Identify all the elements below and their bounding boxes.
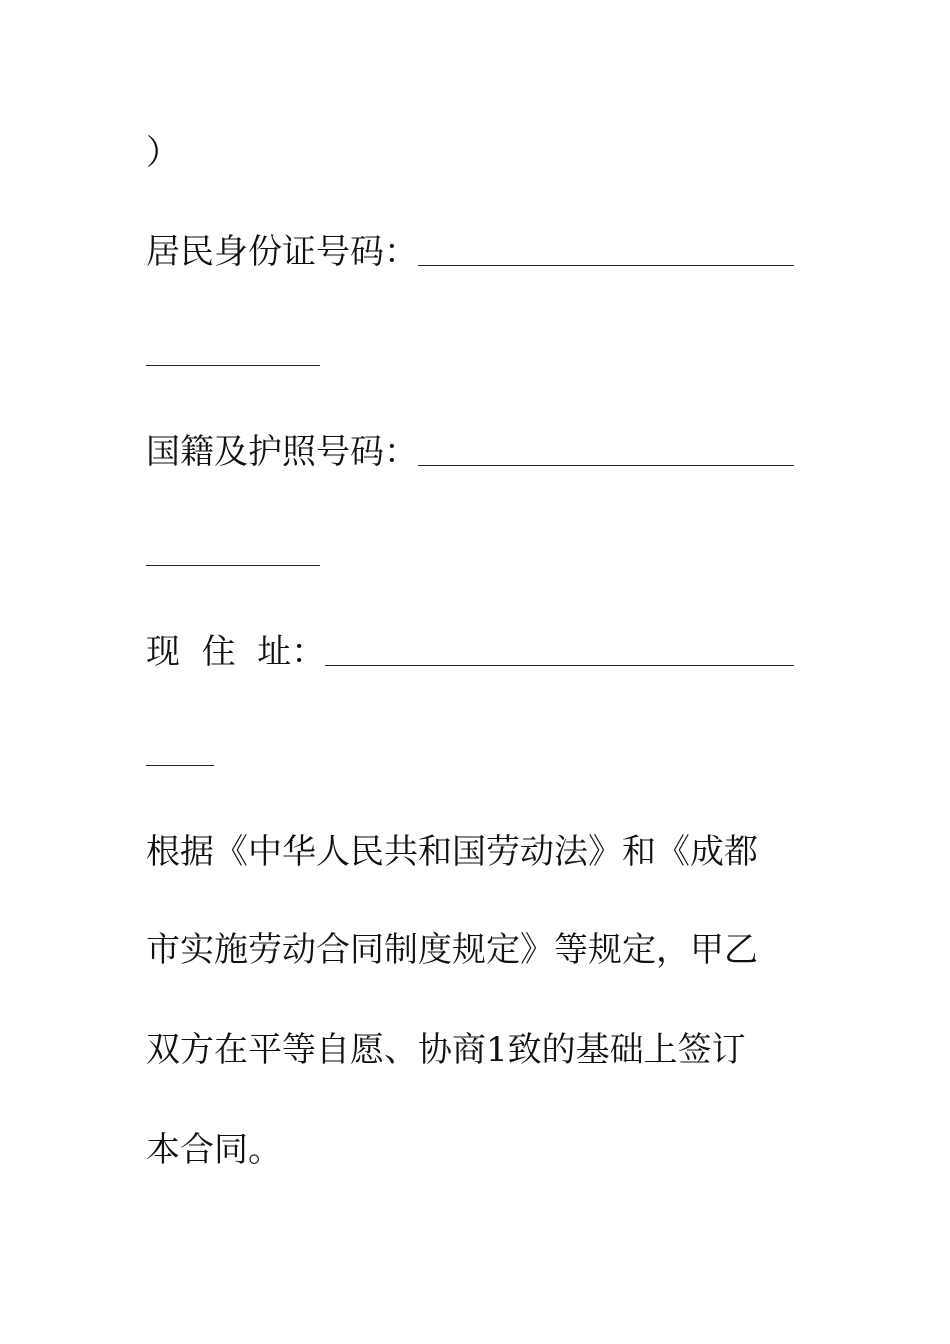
paragraph-line: 根据《中华人民共和国劳动法》和《成都: [146, 832, 758, 872]
closing-parenthesis: ）: [146, 133, 180, 173]
passport-number-field: [146, 432, 794, 472]
passport-number-blank[interactable]: [418, 464, 794, 466]
passport-number-label: 国籍及护照号码：: [146, 432, 418, 472]
id-number-label: 居民身份证号码：: [146, 232, 418, 272]
paragraph-line: 本合同。: [146, 1130, 282, 1170]
paragraph-line: 市实施劳动合同制度规定》等规定，甲乙: [146, 930, 758, 970]
address-blank[interactable]: [325, 664, 794, 666]
id-number-blank-continuation[interactable]: [146, 364, 320, 366]
paragraph-line: 双方在平等自愿、协商1致的基础上签订: [146, 1030, 746, 1070]
passport-number-blank-continuation[interactable]: [146, 564, 320, 566]
id-number-blank[interactable]: [418, 264, 794, 266]
address-field: [146, 632, 794, 672]
address-blank-continuation[interactable]: [146, 764, 214, 766]
id-number-field: [146, 232, 794, 272]
address-label: 现 住 址：: [146, 632, 326, 672]
